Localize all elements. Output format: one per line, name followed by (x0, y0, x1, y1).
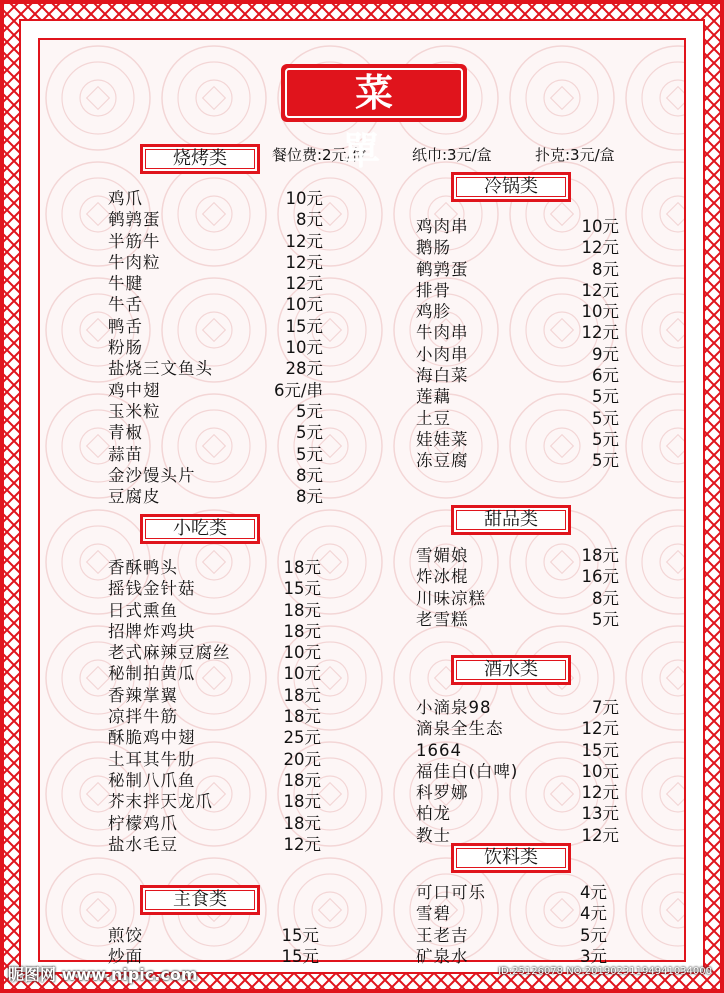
item-name: 柠檬鸡爪 (108, 813, 178, 833)
beverages-list (416, 882, 607, 967)
menu-item (108, 294, 323, 315)
item-name: 豆腐皮 (108, 487, 161, 507)
item-price: 18元 (283, 558, 321, 577)
item-price: 18元 (283, 621, 321, 641)
item-price: 10元 (285, 189, 323, 208)
menu-item (108, 231, 323, 252)
item-name: 玉米粒 (108, 401, 161, 421)
item-name: 1664 (416, 740, 462, 760)
item-name: 牛舌 (108, 295, 143, 315)
menu-item (108, 791, 321, 812)
menu-item (108, 813, 321, 834)
menu-item (416, 237, 619, 258)
item-name: 川味凉糕 (416, 588, 486, 608)
item-name: 可口可乐 (416, 883, 486, 902)
item-name: 土耳其牛肋 (108, 749, 196, 769)
item-price: 16元 (581, 567, 619, 587)
item-name: 滴泉全生态 (416, 719, 504, 739)
item-name: 金沙馒头片 (108, 465, 196, 485)
item-price: 10元 (285, 338, 323, 358)
item-price: 13元 (581, 804, 619, 824)
menu-title: 菜 單 (341, 70, 419, 173)
item-price: 6元/串 (273, 380, 323, 400)
item-price: 5元 (592, 609, 619, 629)
item-name: 鸡肉串 (416, 217, 469, 236)
menu-item (416, 946, 607, 967)
item-name: 盐烧三文鱼头 (108, 359, 213, 379)
menu-item (108, 727, 321, 748)
menu-item (416, 697, 619, 718)
item-price: 18元 (283, 685, 321, 705)
menu-item (108, 834, 321, 855)
item-price: 4元 (580, 883, 607, 902)
menu-item (108, 337, 323, 358)
seat-fee: 餐位费:2元/位 (272, 146, 367, 164)
item-price: 15元 (581, 740, 619, 760)
item-price: 15元 (281, 926, 319, 945)
menu-item (416, 450, 619, 471)
section-heading-staple: 主食类 (140, 885, 260, 915)
menu-item (108, 358, 323, 379)
item-price: 10元 (581, 302, 619, 322)
item-name: 炒面 (108, 947, 143, 967)
item-price: 10元 (283, 643, 321, 663)
item-price: 8元 (592, 259, 619, 279)
menu-item (108, 557, 321, 578)
item-name: 炸冰棍 (416, 567, 469, 587)
item-name: 矿泉水 (416, 946, 469, 966)
item-price: 8元 (296, 487, 323, 507)
menu-item (108, 465, 323, 486)
item-name: 雪碧 (416, 904, 451, 924)
item-price: 5元 (296, 423, 323, 443)
menu-item (108, 685, 321, 706)
hotpot-list (416, 216, 619, 472)
item-name: 盐水毛豆 (108, 834, 178, 854)
item-price: 12元 (581, 783, 619, 803)
item-price: 18元 (283, 792, 321, 812)
napkin-fee: 纸巾:3元/盒 (412, 146, 492, 164)
item-price: 18元 (283, 707, 321, 727)
item-price: 8元 (592, 588, 619, 608)
item-name: 半筋牛 (108, 231, 161, 251)
menu-item (108, 316, 323, 337)
item-name: 土豆 (416, 408, 451, 428)
menu-item (108, 486, 323, 507)
item-price: 9元 (592, 344, 619, 364)
item-name: 福佳白(白啤) (416, 761, 519, 781)
menu-item (108, 706, 321, 727)
item-price: 18元 (283, 770, 321, 790)
menu-item (108, 273, 323, 294)
snacks-list (108, 557, 321, 855)
menu-item (416, 344, 619, 365)
section-heading-beverages: 饮料类 (451, 843, 571, 873)
item-price: 3元 (580, 946, 607, 966)
menu-item (416, 545, 619, 566)
cards-fee: 扑克:3元/盒 (535, 146, 615, 164)
item-price: 12元 (283, 834, 321, 854)
item-name: 科罗娜 (416, 783, 469, 803)
section-heading-bbq: 烧烤类 (140, 144, 260, 174)
menu-item (108, 621, 321, 642)
menu-item (416, 718, 619, 739)
item-price: 18元 (283, 600, 321, 620)
item-name: 牛肉串 (416, 323, 469, 343)
item-price: 15元 (283, 579, 321, 599)
item-price: 10元 (283, 664, 321, 684)
item-price: 12元 (285, 231, 323, 251)
menu-item (416, 259, 619, 280)
menu-item (416, 761, 619, 782)
item-name: 老式麻辣豆腐丝 (108, 643, 231, 663)
item-price: 10元 (581, 761, 619, 781)
menu-item (108, 422, 323, 443)
item-name: 鸡中翅 (108, 380, 161, 400)
item-name: 秘制八爪鱼 (108, 770, 196, 790)
item-name: 鸡胗 (416, 302, 451, 322)
item-name: 牛肉粒 (108, 252, 161, 272)
item-name: 蒜苗 (108, 444, 143, 464)
item-price: 12元 (581, 719, 619, 739)
item-price: 10元 (285, 295, 323, 315)
menu-item (416, 782, 619, 803)
menu-item (416, 609, 619, 630)
menu-item (416, 280, 619, 301)
menu-item (416, 301, 619, 322)
menu-item (416, 903, 607, 924)
item-name: 小肉串 (416, 344, 469, 364)
menu-item (416, 882, 607, 903)
section-heading-dessert: 甜品类 (451, 505, 571, 535)
menu-item (416, 216, 619, 237)
item-price: 5元 (592, 408, 619, 428)
item-price: 12元 (581, 280, 619, 300)
item-name: 莲藕 (416, 387, 451, 407)
item-price: 10元 (581, 217, 619, 236)
item-name: 鹌鹑蛋 (108, 210, 161, 230)
menu-item (416, 386, 619, 407)
item-price: 4元 (580, 904, 607, 924)
item-name: 娃娃菜 (416, 429, 469, 449)
item-price: 6元 (592, 366, 619, 386)
item-price: 18元 (581, 546, 619, 565)
item-price: 12元 (581, 238, 619, 258)
item-name: 香酥鸭头 (108, 558, 178, 577)
item-price: 12元 (285, 252, 323, 272)
item-name: 招牌炸鸡块 (108, 621, 196, 641)
item-name: 日式熏鱼 (108, 600, 178, 620)
menu-item (108, 444, 323, 465)
item-price: 5元 (592, 429, 619, 449)
item-name: 鸡爪 (108, 189, 143, 208)
dessert-list (416, 545, 619, 630)
item-name: 排骨 (416, 280, 451, 300)
item-price: 5元 (580, 925, 607, 945)
item-name: 冻豆腐 (416, 451, 469, 471)
menu-item (416, 825, 619, 846)
item-price: 5元 (592, 387, 619, 407)
menu-item (416, 365, 619, 386)
item-name: 凉拌牛筋 (108, 707, 178, 727)
item-price: 5元 (592, 451, 619, 471)
item-price: 20元 (283, 749, 321, 769)
section-heading-snacks: 小吃类 (140, 514, 260, 544)
menu-item (108, 188, 323, 209)
drinks-list (416, 697, 619, 846)
item-price: 5元 (296, 401, 323, 421)
image-id: ID:25126078 NO:20190231194941034000 (498, 966, 712, 977)
item-price: 28元 (285, 359, 323, 379)
menu-item (108, 578, 321, 599)
item-price: 12元 (285, 274, 323, 294)
section-heading-drinks: 酒水类 (451, 655, 571, 685)
item-name: 鸭舌 (108, 316, 143, 336)
item-price: 8元 (296, 210, 323, 230)
menu-item (416, 566, 619, 587)
menu-item (108, 749, 321, 770)
menu-item (108, 663, 321, 684)
item-name: 煎饺 (108, 926, 143, 945)
item-name: 鹌鹑蛋 (416, 259, 469, 279)
menu-item (416, 925, 607, 946)
item-name: 老雪糕 (416, 609, 469, 629)
menu-item (108, 600, 321, 621)
item-price: 12元 (581, 825, 619, 845)
menu-item (108, 209, 323, 230)
menu-item (108, 380, 323, 401)
item-name: 教士 (416, 825, 451, 845)
item-name: 雪媚娘 (416, 546, 469, 565)
item-price: 5元 (296, 444, 323, 464)
item-name: 柏龙 (416, 804, 451, 824)
menu-item (108, 642, 321, 663)
item-price: 7元 (592, 698, 619, 717)
menu-item (416, 429, 619, 450)
item-price: 12元 (581, 323, 619, 343)
menu-item (108, 252, 323, 273)
menu-item (416, 322, 619, 343)
menu-item (416, 588, 619, 609)
item-price: 25元 (283, 728, 321, 748)
item-price: 18元 (283, 813, 321, 833)
item-name: 香辣掌翼 (108, 685, 178, 705)
menu-item (108, 401, 323, 422)
item-name: 鹅肠 (416, 238, 451, 258)
section-heading-hotpot: 冷锅类 (451, 172, 571, 202)
menu-item (108, 770, 321, 791)
item-name: 小滴泉98 (416, 698, 492, 717)
item-name: 海白菜 (416, 366, 469, 386)
item-name: 芥末拌天龙爪 (108, 792, 213, 812)
item-price: 8元 (296, 465, 323, 485)
item-price: 15元 (281, 947, 319, 967)
menu-item (416, 740, 619, 761)
item-name: 青椒 (108, 423, 143, 443)
item-price: 15元 (285, 316, 323, 336)
menu-item (108, 925, 319, 946)
item-name: 王老吉 (416, 925, 469, 945)
bbq-list (108, 188, 323, 507)
item-name: 秘制拍黄瓜 (108, 664, 196, 684)
item-name: 酥脆鸡中翅 (108, 728, 196, 748)
item-name: 粉肠 (108, 338, 143, 358)
menu-item (416, 803, 619, 824)
item-name: 摇钱金针菇 (108, 579, 196, 599)
menu-item (416, 408, 619, 429)
item-name: 牛腱 (108, 274, 143, 294)
watermark: 昵图网 www.nipic.com (8, 965, 198, 984)
